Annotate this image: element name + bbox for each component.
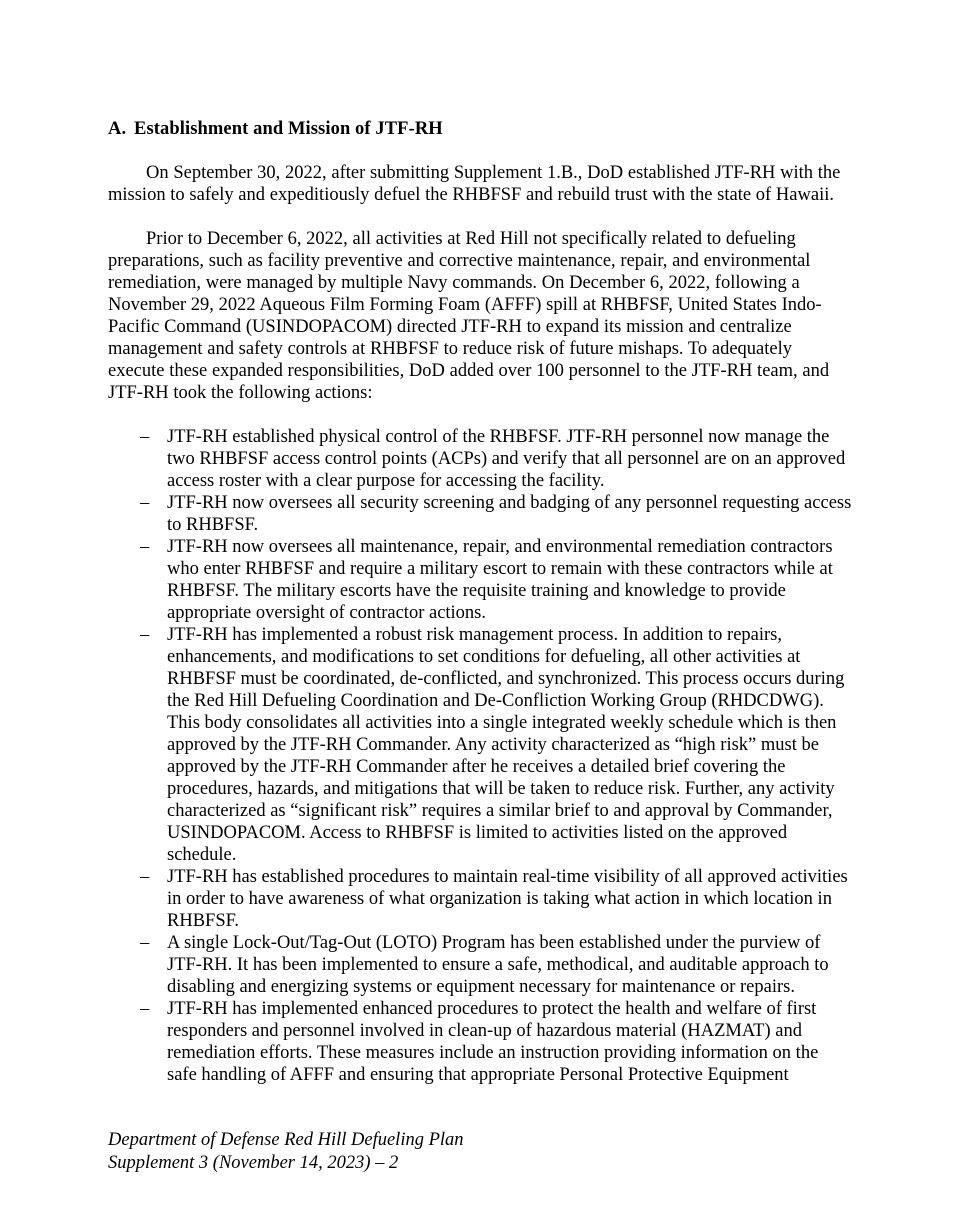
dash-marker-icon: – [140,867,150,887]
actions-list [108,426,852,1086]
dash-marker-icon: – [140,625,150,645]
section-heading [108,118,852,140]
list-item [108,866,852,932]
paragraph-1: On September 30, 2022, after submitting Supplement 1.B., DoD established JTF-RH with the mission to safely and expeditiously defuel the RHBFSF and rebuild trust with the state of Hawaii. [108,163,841,205]
section-title: Establishment and Mission of JTF-RH [134,119,443,139]
footer-document-title: Department of Defense Red Hill Defueling Plan [108,1130,464,1150]
list-item [108,624,852,866]
list-item-text: JTF-RH now oversees all security screening and badging of any personnel requesting access to RHBFSF. [167,493,852,535]
document-body [108,118,852,1086]
list-item-text: JTF-RH established physical control of the RHBFSF. JTF-RH personnel now manage the two RHBFSF access control points (ACPs) and verify that all personnel are on an approved access roster with a clear purpose for accessing the facility. [167,427,846,491]
list-item-text: JTF-RH has established procedures to maintain real-time visibility of all approved activities in order to have awareness of what organization is taking what action in which location in RHBFSF. [167,867,848,931]
list-item [108,932,852,998]
list-item [108,536,852,624]
list-item-text: A single Lock-Out/Tag-Out (LOTO) Program has been established under the purview of JTF-RH. It has been implemented to ensure a safe, methodical, and auditable approach to disabling and energizing systems or equipment necessary for maintenance or repairs. [167,933,829,997]
dash-marker-icon: – [140,427,150,447]
list-item-text: JTF-RH has implemented a robust risk management process. In addition to repairs, enhancements, and modifications to set conditions for defueling, all other activities at RHBFSF must be coordinated, de-conflicted, and synchronized. This process occurs during the Red Hill Defueling Coordination and De-Confliction Working Group (RHDCDWG). This body consolidates all activities into a single integrated weekly schedule which is then approved by the JTF-RH Commander. Any activity characterized as “high risk” must be approved by the JTF-RH Commander after he receives a detailed brief covering the procedures, hazards, and mitigations that will be taken to reduce risk. Further, any activity characterized as “significant risk” requires a similar brief to and approval by Commander, USINDOPACOM. Access to RHBFSF is limited to activities listed on the approved schedule. [167,625,845,865]
list-item [108,998,852,1086]
paragraph-2: Prior to December 6, 2022, all activities at Red Hill not specifically related to defueling preparations, such as facility preventive and corrective maintenance, repair, and environmental remediation, were managed by multiple Navy commands. On December 6, 2022, following a November 29, 2022 Aqueous Film Forming Foam (AFFF) spill at RHBFSF, United States Indo-Pacific Command (USINDOPACOM) directed JTF-RH to expand its mission and centralize management and safety controls at RHBFSF to reduce risk of future mishaps. To adequately execute these expanded responsibilities, DoD added over 100 personnel to the JTF-RH team, and JTF-RH took the following actions: [108,229,830,403]
dash-marker-icon: – [140,537,150,557]
page-footer [108,1129,708,1175]
footer-supplement-and-page: Supplement 3 (November 14, 2023) – 2 [108,1153,399,1173]
dash-marker-icon: – [140,493,150,513]
list-item-text: JTF-RH has implemented enhanced procedures to protect the health and welfare of first responders and personnel involved in clean-up of hazardous material (HAZMAT) and remediation efforts. These measures include an instruction providing information on the safe handling of AFFF and ensuring that appropriate Personal Protective Equipment [167,999,819,1085]
list-item-text: JTF-RH now oversees all maintenance, repair, and environmental remediation contractors who enter RHBFSF and require a military escort to remain with these contractors while at RHBFSF. The military escorts have the requisite training and knowledge to provide appropriate oversight of contractor actions. [167,537,833,623]
dash-marker-icon: – [140,999,150,1019]
dash-marker-icon: – [140,933,150,953]
list-item [108,492,852,536]
section-letter: A. [108,119,127,139]
list-item [108,426,852,492]
